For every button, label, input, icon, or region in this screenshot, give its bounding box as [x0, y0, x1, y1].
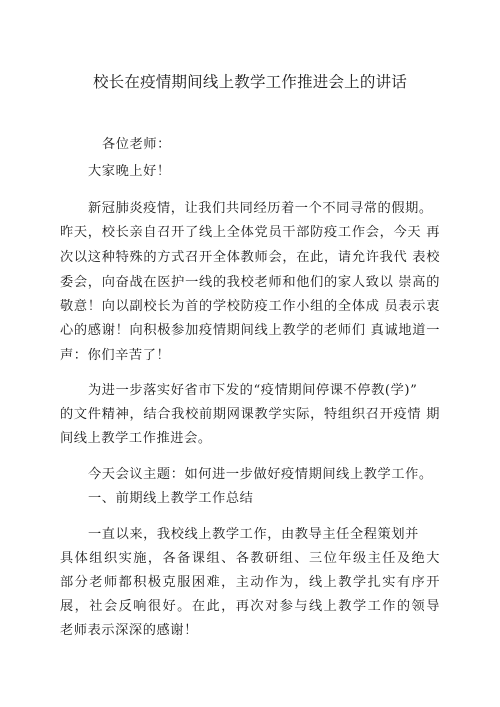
salutation: 各位老师： — [102, 137, 171, 152]
paragraph-3-line: 具体组织实施，各备课组、各教研组、三位年级主任及绝大 — [60, 551, 440, 566]
section-heading: 一、前期线上教学工作总结 — [88, 491, 254, 506]
paragraph-1-line: 委会，向奋战在医护一线的我校老师和他们的家人致以 崇高的 — [60, 275, 440, 290]
paragraph-2-line: 为进一步落实好省市下发的“疫情期间停课不停教(学)” — [88, 383, 418, 398]
greeting: 大家晚上好！ — [88, 164, 171, 179]
paragraph-3-line: 部分老师都积极克服困难，主动作为，线上教学扎实有序开 — [60, 575, 440, 590]
paragraph-1-line: 次以这种特殊的方式召开全体教师会，在此，请允许我代 表校 — [60, 250, 440, 265]
paragraph-2-line: 间线上教学工作推进会。 — [60, 431, 212, 446]
paragraph-1-line: 声：你们辛苦了！ — [60, 348, 171, 363]
document-title: 校长在疫情期间线上教学工作推进会上的讲话 — [92, 73, 407, 91]
paragraph-1-line: 昨天，校长亲自召开了线上全体党员干部防疫工作会，今天 再 — [60, 225, 440, 240]
meeting-topic: 今天会议主题：如何进一步做好疫情期间线上教学工作。 — [88, 467, 433, 482]
paragraph-3-line: 老师表示深深的感谢！ — [60, 623, 198, 638]
paragraph-3-line: 一直以来，我校线上教学工作，由教导主任全程策划并 — [88, 527, 419, 542]
paragraph-1-line: 敬意！向以副校长为首的学校防疫工作小组的全体成 员表示衷 — [60, 299, 440, 314]
paragraph-1-line: 新冠肺炎疫情，让我们共同经历着一个不同寻常的假期。 — [88, 201, 433, 216]
paragraph-3-line: 展，社会反响很好。在此，再次对参与线上教学工作的领导 — [60, 599, 440, 614]
paragraph-2-line: 的文件精神，结合我校前期网课教学实际，特组织召开疫情 期 — [60, 407, 440, 422]
paragraph-1-line: 心的感谢！向积极参加疫情期间线上教学的老师们 真诚地道一 — [60, 323, 440, 338]
